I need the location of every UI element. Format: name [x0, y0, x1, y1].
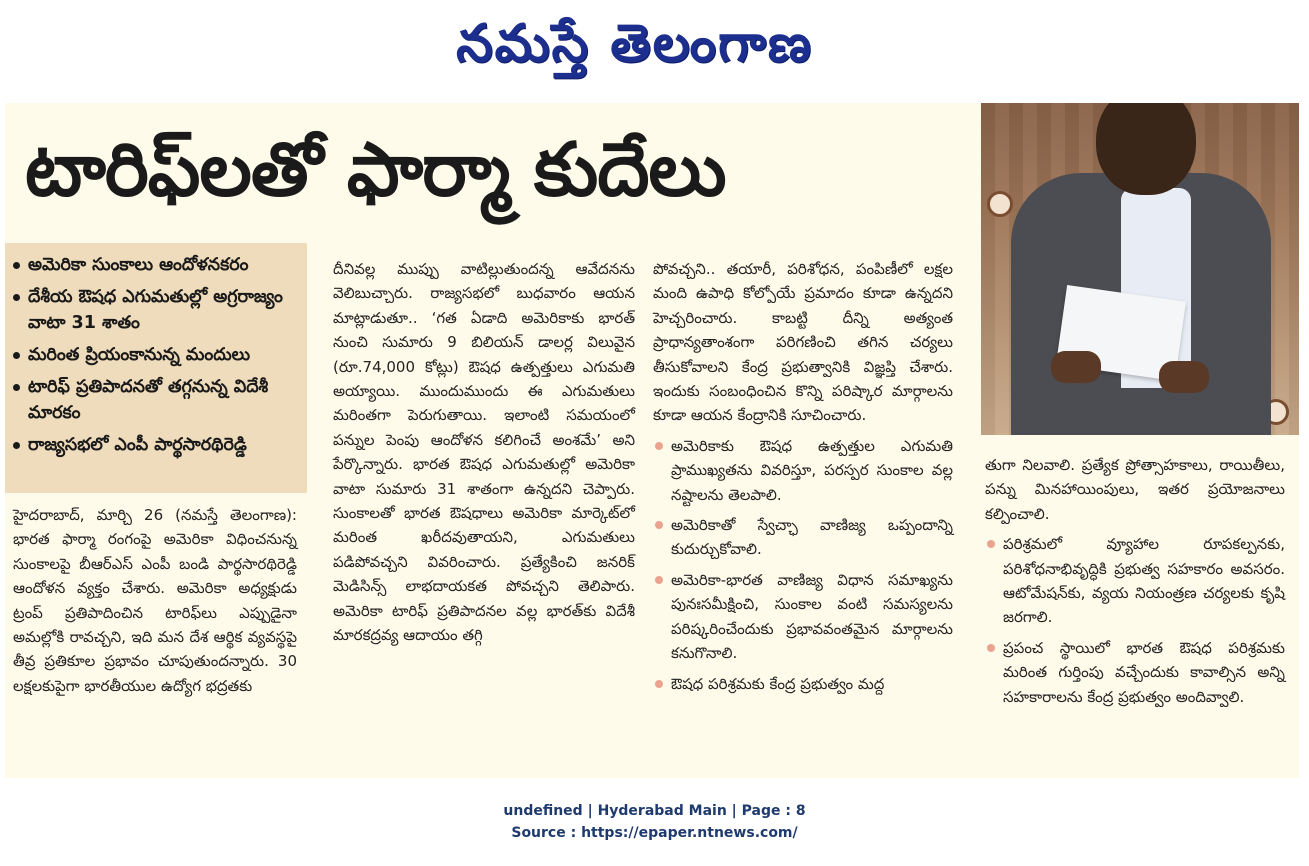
highlight-item: దేశీయ ఔషధ ఎగుమతుల్లో అగ్రరాజ్యం వాటా 31 శాతం	[5, 281, 307, 339]
article-column-1	[13, 503, 297, 698]
highlight-item: మరింత ప్రియంకానున్న మందులు	[5, 339, 307, 371]
photo-hand	[1159, 361, 1209, 393]
bullet-dot-icon	[655, 576, 663, 584]
photo-hand	[1051, 351, 1101, 383]
highlight-item: టారిఫ్ ప్రతిపాదనతో తగ్గనున్న విదేశీ మారకం	[5, 371, 307, 429]
article-text: పోవచ్చని.. తయారీ, పరిశోధన, పంపిణీలో లక్షల మంది ఉపాధి కోల్పోయే ప్రమాదం కూడా ఉన్నదని హెచ్చరించారు. కాబట్టి దీన్ని అత్యంత ప్రాధాన్యతాంశంగా పరిగణించి తగిన చర్యలు తీసుకోవాలని కేంద్ర ప్రభుత్వానికి విజ్ఞప్తి చేశారు. ఇందుకు సంబంధించిన కొన్ని పరిష్కార మార్గాలను కూడా ఆయన కేంద్రానికి సూచించారు.	[653, 260, 953, 425]
headline: టారిఫ్‌లతో ఫార్మా కుదేలు	[25, 127, 726, 213]
masthead	[0, 0, 1309, 100]
bullet-dot-icon	[13, 294, 20, 301]
source-url[interactable]: Source : https://epaper.ntnews.com/	[511, 825, 798, 841]
article-column-2	[333, 257, 635, 648]
highlight-item: రాజ్యసభలో ఎంపీ పార్థసారథిరెడ్డి	[5, 429, 307, 461]
article-text: హైదరాబాద్, మార్చి 26 (నమస్తే తెలంగాణ): భారత ఫార్మా రంగంపై అమెరికా విధించనున్న సుంకాలపై బీఆర్‌ఎస్ ఎంపీ బండి పార్థసారథిరెడ్డి ఆందోళన వ్యక్తం చేశారు. అమెరికా అధ్యక్షుడు ట్రంప్ ప్రతిపాదించిన టారిఫ్‌లు ఎప్పుడైనా అమల్లోకి రావచ్చని, ఇది మన దేశ ఆర్థిక వ్యవస్థపై తీవ్ర ప్రతికూల ప్రభావం చూపుతుందన్నారు. 30 లక్షలకుపైగా భారతీయుల ఉద్యోగ భద్రతకు	[13, 506, 297, 695]
bullet-dot-icon	[13, 262, 20, 269]
mp-photo	[981, 103, 1299, 435]
bullet-dot-icon	[655, 442, 663, 450]
photo-head	[1096, 103, 1196, 195]
suggestion-item: ప్రపంచ స్థాయిలో భారత ఔషధ పరిశ్రమకు మరింత గుర్తింపు వచ్చేందుకు కావాల్సిన అన్ని సహకారాలను కేంద్ర ప్రభుత్వం అందివ్వాలి.	[985, 636, 1285, 709]
highlights-box	[5, 243, 307, 493]
masthead-title: నమస్తే తెలంగాణ	[456, 13, 813, 74]
article-text: తుగా నిలవాలి. ప్రత్యేక ప్రోత్సాహకాలు, రాయితీలు, పన్ను మినహాయింపులు, ఇతర ప్రయోజనాలు కల్పించాలి.	[985, 456, 1285, 523]
suggestion-item: పరిశ్రమలో వ్యూహాల రూపకల్పనకు, పరిశోధనాభివృద్ధికి ప్రభుత్వ సహకారం అవసరం. ఆటోమేషన్‌కు, వ్యయ నియంత్రణ చర్యలకు కృషి జరగాలి.	[985, 532, 1285, 630]
bullet-dot-icon	[13, 442, 20, 449]
highlight-item: అమెరికా సుంకాలు ఆందోళనకరం	[5, 249, 307, 281]
bullet-dot-icon	[987, 644, 995, 652]
bullet-dot-icon	[655, 521, 663, 529]
suggestion-item: ఔషధ పరిశ్రమకు కేంద్ర ప్రభుత్వం మద్ద	[653, 672, 953, 696]
bullet-dot-icon	[13, 384, 20, 391]
suggestion-item: అమెరికా-భారత వాణిజ్య విధాన సమాఖ్యను పునఃసమీక్షించి, సుంకాల వంటి సమస్యలను పరిష్కరించేందుకు ప్రభావవంతమైన మార్గాలను కనుగొనాలి.	[653, 568, 953, 666]
edition-info: undefined | Hyderabad Main | Page : 8	[503, 803, 806, 819]
article-text: దీనివల్ల ముప్పు వాటిల్లుతుందన్న ఆవేదనను వెలిబుచ్చారు. రాజ్యసభలో బుధవారం ఆయన మాట్లాడుతూ.. ‘గత ఏడాది అమెరికాకు భారత్ నుంచి సుమారు 9 బిలియన్ డాలర్ల విలువైన (రూ.74,000 కోట్లు) ఔషధ ఉత్పత్తులు ఎగుమతి అయ్యాయి. ముందుముందు ఈ ఎగుమతులు మరింతగా పెరుగుతాయి. ఇలాంటి సమయంలో పన్నుల పెంపు ఆందోళన కలిగించే అంశమే’ అని పేర్కొన్నారు. భారత ఔషధ ఎగుమతుల్లో అమెరికా వాటా సుమారు 31 శాతంగా ఉన్నదని చెప్పారు. సుంకాలతో భారత ఔషధాలు అమెరికా మార్కెట్‌లో మరింత ఖరీదవుతాయని, ఎగుమతులు పడిపోవచ్చని వివరించారు. ప్రత్యేకించి జనరిక్ మెడిసిన్స్ లాభదాయకత పోవచ్చని తెలిపారు. అమెరికా టారిఫ్ ప్రతిపాదనల వల్ల భారత్‌కు విదేశీ మారకద్రవ్య ఆదాయం తగ్గి	[333, 260, 635, 645]
article-column-4	[985, 453, 1285, 709]
suggestion-item: అమెరికాతో స్వేచ్ఛా వాణిజ్య ఒప్పందాన్ని కుదుర్చుకోవాలి.	[653, 513, 953, 562]
chair-knob	[987, 191, 1013, 217]
bullet-dot-icon	[655, 680, 663, 688]
bullet-dot-icon	[13, 352, 20, 359]
source-footer	[0, 800, 1309, 844]
bullet-dot-icon	[987, 540, 995, 548]
news-clipping	[5, 103, 1299, 778]
article-column-3	[653, 257, 953, 696]
suggestion-item: అమెరికాకు ఔషధ ఉత్పత్తుల ఎగుమతి ప్రాముఖ్యతను వివరిస్తూ, పరస్పర సుంకాల వల్ల నష్టాలను తెలపాలి.	[653, 434, 953, 507]
